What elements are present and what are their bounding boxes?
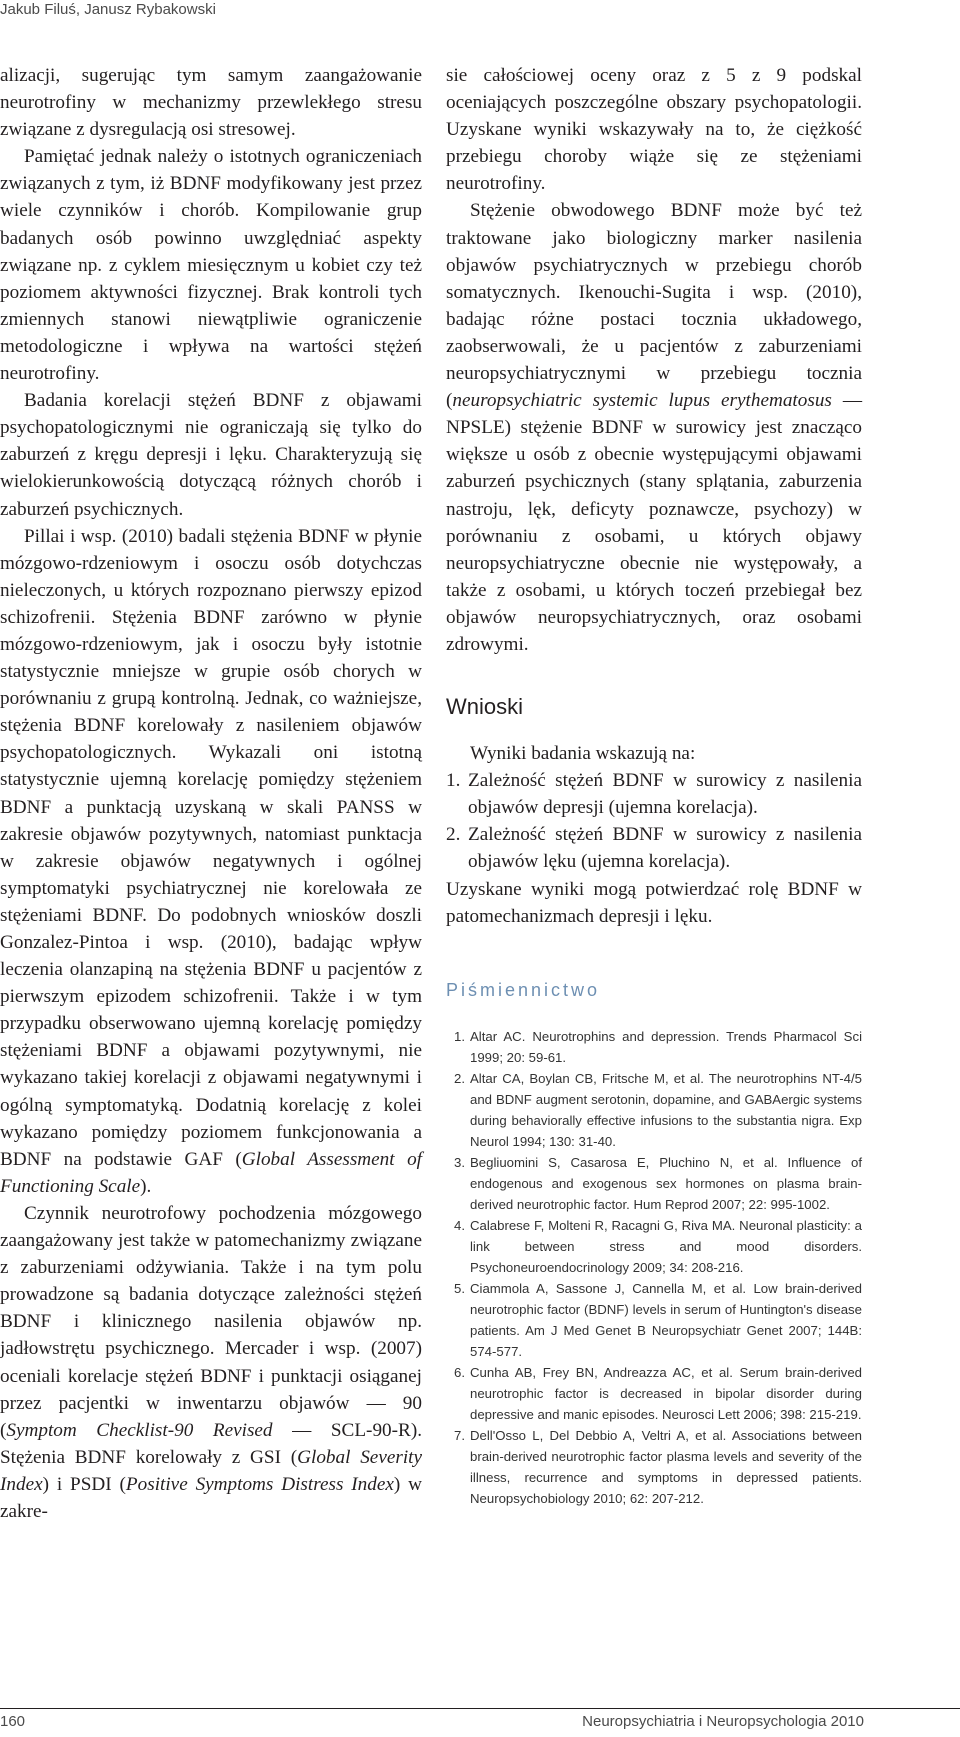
reference-number: 1. — [454, 1028, 465, 1044]
reference-number: 7. — [454, 1427, 465, 1443]
reference-text: Dell'Osso L, Del Debbio A, Veltri A, et al. Associations between brain-derived neurotrophic factor plasma levels and severity of the illness, recurrence and symptoms in depressed patients. Neuropsychobiology 2010; 62: 207-212. — [470, 1427, 862, 1506]
reference-number: 6. — [454, 1364, 465, 1380]
footer-divider — [0, 1708, 960, 1709]
paragraph-text: Stężenie obwodowego BDNF może być też traktowane jako biologiczny marker nasilenia objawów psychiatrycznych w przebiegu chorób somatycznych. Ikenouchi-Sugita i wsp. (2010), badając różne postaci tocznia układowego, zaobserwowali, że u pacjentów z zaburzeniami neuropsychiatrycznymi w przebiegu tocznia ( — [446, 200, 862, 412]
paragraph: alizacji, sugerując tym samym zaangażowanie neurotrofiny w mechanizmy przewlekłego stresu związane z dysregulacją osi stresowej. — [0, 65, 422, 141]
reference-item — [446, 1068, 862, 1152]
right-body-text — [446, 62, 862, 658]
conclusions-list — [446, 767, 862, 875]
paragraph-text: — NPSLE) stężenie BDNF w surowicy jest znacząco większe u osób z obecnie występującymi objawami zaburzeń psychicznych (stany splątania, zaburzenia nastroju, lęk, deficyty poznawcze, psychozy) w porównaniu z osobami, u których objawy neuropsychiatryczne obecnie nie występowały, a także z osobami, u których toczeń przebiegał bez objawów neuropsychiatrycznych, oraz osobami zdrowymi. — [446, 390, 862, 655]
list-item — [446, 821, 862, 875]
reference-text: Calabrese F, Molteni R, Racagni G, Riva MA. Neuronal plasticity: a link between stress and mood disorders. Psychoneuroendocrinology 2009; 34: 208-216. — [470, 1217, 862, 1275]
paragraph — [0, 1200, 422, 1525]
italic-term: Positive Symptoms Distress Index — [125, 1473, 394, 1495]
page-number: 160 — [0, 1713, 26, 1730]
reference-item — [446, 1425, 862, 1509]
reference-item — [446, 1215, 862, 1278]
paragraph-text: ) w zakre- — [0, 1473, 423, 1522]
journal-title: Neuropsychiatria i Neuropsychologia 2010 — [582, 1713, 864, 1730]
list-item-text: Zależność stężeń BDNF w surowicy z nasileniа objawów lęku (ujemna korelacja). — [468, 824, 862, 873]
paragraph-text: — SCL-90-R). Stężenia BDNF korelowały z GSI ( — [0, 1419, 423, 1468]
left-body-text — [0, 62, 422, 1525]
paragraph: Pamiętać jednak należy o istotnych ograniczeniach związanych z tym, iż BDNF modyfikowany jest przez wiele czynników i chorób. Kompilowanie grup badanych osób powinno uwzględniać aspekty związane np. z cyklem miesięcznym u kobiet czy też poziomem aktywności fizycznej. Brak kontroli tych zmiennych stanowi niewątpliwie ograniczenie metodologiczne i wpływa na wartości stężeń neurotrofiny. — [0, 146, 422, 385]
reference-text: Altar AC. Neurotrophins and depression. Trends Pharmacol Sci 1999; 20: 59-61. — [470, 1028, 862, 1065]
list-number: 1. — [446, 770, 461, 792]
reference-number: 3. — [454, 1154, 465, 1170]
reference-item — [446, 1152, 862, 1215]
reference-item — [446, 1026, 862, 1068]
list-item-text: Zależność stężeń BDNF w surowicy z nasileniа objawów depresji (ujemna korelacja). — [468, 770, 862, 819]
reference-text: Altar CA, Boylan CB, Fritsche M, et al. The neurotrophins NT-4/5 and BDNF augment serotonin, dopamine, and GABAergic systems during behaviorally effective infusions to the substantia nigra. Exp Neurol 1994; 130: 31-40. — [470, 1070, 862, 1149]
reference-text: Begliuomini S, Casarosa E, Pluchino N, et al. Influence of endogenous and exogenous sex hormones on plasma brain-derived neurotrophic factor. Hum Reprod 2007; 22: 995-1002. — [470, 1154, 862, 1212]
conclusions-heading: Wnioski — [446, 694, 524, 720]
list-item — [446, 767, 862, 821]
paragraph-text: Czynnik neurotrofowy pochodzenia mózgowego zaangażowany jest także w patomechanizmy związane z zaburzeniami odżywiania. Także i na tym polu prowadzone są badania dotyczące zależności stężeń BDNF i klinicznego nasilenia objawów np. jadłowstrętu psychicznego. Mercader i wsp. (2007) oceniali korelacje stężeń BDNF i punktacji osiąganej przez pacjentki w inwentarzu objawów — 90 ( — [0, 1202, 422, 1441]
conclusions-section — [446, 740, 862, 930]
reference-text: Cunha AB, Frey BN, Andreazza AC, et al. Serum brain-derived neurotrophic factor is decreased in bipolar disorder during depressive and manic episodes. Neurosci Lett 2006; 398: 215-219. — [470, 1364, 862, 1422]
paragraph-text: Pillai i wsp. (2010) badali stężenia BDNF w płynie mózgowo-rdzeniowym i osoczu osób dotychczas nieleczonych, u których rozpoznano pierwszy epizod schizofrenii. Stężenia BDNF zarówno w płynie mózgowo-rdzeniowym, jak i osoczu były istotnie statystycznie mniejsze w grupie osób chorych w porównaniu z grupą kontrolną. Jednak, co ważniejsze, stężenia BDNF korelowały z nasileniem objawów psychopatologicznych. Wykazali oni istotną statystycznie ujemną korelację pomiędzy stężeniem BDNF a punktacją uzyskaną w skali PANSS w zakresie objawów pozytywnych, natomiast punktacja w zakresie objawów negatywnych i ogólnej symptomatyki psychiatrycznej nie korelowała ze stężeniami BDNF. Do podobnych wniosków doszli Gonzalez-Pintoa i wsp. (2010), badając wpływ leczenia olanzapiną na stężenia BDNF u pacjentów z pierwszym epizodem schizofrenii. Także i w tym przypadku obserwowano ujemną korelację pomiędzy stężeniami BDNF a objawami pozytywnymi, nie wykazano takiej korelacji z objawami negatywnymi i ogólną symptomatyką. Dodatnią korelację z kolei wykazano pomiędzy poziomem funkcjonowania a BDNF na podstawie GAF ( — [0, 525, 422, 1170]
references-heading: Piśmiennictwo — [446, 979, 601, 1000]
reference-item — [446, 1362, 862, 1425]
right-column — [446, 62, 862, 1509]
conclusions-tail: Uzyskane wyniki mogą potwierdzać rolę BDNF w patomechanizmach depresji i lęku. — [446, 878, 862, 927]
italic-term: neuropsychiatric systemic lupus erythematosus — [452, 390, 832, 412]
italic-term: Global Severity Index — [0, 1446, 422, 1495]
reference-item — [446, 1278, 862, 1362]
left-column — [0, 62, 422, 1525]
reference-number: 2. — [454, 1070, 465, 1086]
paragraph — [446, 197, 862, 658]
paragraph — [0, 523, 422, 1200]
references-list — [446, 1026, 862, 1509]
italic-term: Global Assessment of Functioning Scale — [0, 1148, 422, 1197]
reference-number: 5. — [454, 1280, 465, 1296]
conclusions-lead: Wyniki badania wskazują na: — [470, 743, 696, 765]
paragraph: sie całościowej oceny oraz z 5 z 9 podskal oceniających poszczególne obszary psychopatologii. Uzyskane wyniki wskazywały na to, że ciężkość przebiegu choroby wiąże się ze stężeniami neurotrofiny. — [446, 65, 862, 195]
running-head-authors: Jakub Filuś, Janusz Rybakowski — [0, 1, 216, 18]
reference-text: Ciammola A, Sassone J, Cannella M, et al. Low brain-derived neurotrophic factor (BDNF) levels in serum of Huntington's disease patients. Am J Med Genet B Neuropsychiatr Genet 2007; 144B: 574-577. — [470, 1280, 862, 1359]
paragraph-text: ). — [140, 1175, 152, 1197]
reference-number: 4. — [454, 1217, 465, 1233]
list-number: 2. — [446, 824, 461, 846]
paragraph: Badania korelacji stężeń BDNF z objawami psychopatologicznymi nie ograniczają się tylko do zaburzeń z kręgu depresji i lęku. Charakteryzują się wielokierunkowością dotyczącą różnych chorób i zaburzeń psychicznych. — [0, 390, 422, 520]
italic-term: Symptom Checklist-90 Revised — [6, 1419, 273, 1441]
paragraph-text: ) i PSDI ( — [42, 1473, 126, 1495]
